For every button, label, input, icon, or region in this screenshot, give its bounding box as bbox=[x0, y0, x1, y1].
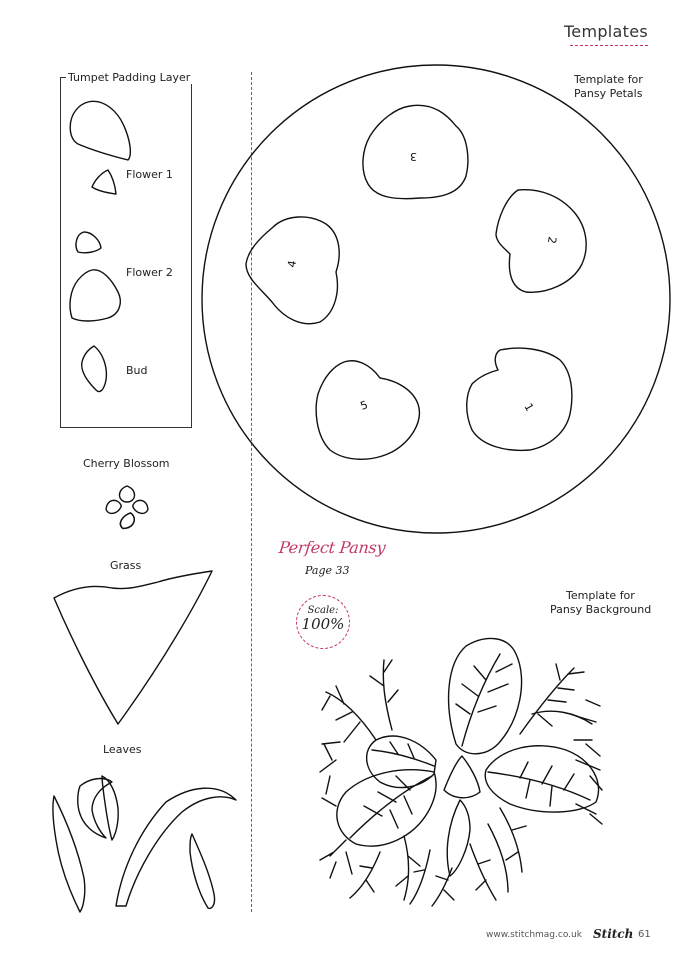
petals-template-circle bbox=[202, 65, 670, 533]
footer-page-number: 61 bbox=[638, 929, 651, 940]
pansy-background-art bbox=[320, 638, 602, 906]
petal-shape-2 bbox=[496, 190, 586, 293]
petal-number-5: 5 bbox=[358, 398, 370, 413]
leaf-shape-3 bbox=[102, 776, 118, 840]
flower1-shape bbox=[92, 170, 116, 194]
background-template-label-line2: Pansy Background bbox=[550, 603, 652, 616]
trumpet-padding-large-shape bbox=[70, 101, 130, 160]
background-template-label-line1: Template for bbox=[566, 589, 635, 602]
cherry-blossom-shape bbox=[106, 486, 148, 528]
cherry-blossom-label: Cherry Blossom bbox=[83, 457, 170, 470]
scale-value: 100% bbox=[301, 615, 345, 633]
petal-number-3: 3 bbox=[410, 150, 417, 163]
bud-shape bbox=[82, 346, 107, 392]
leaf-shape-2 bbox=[78, 779, 112, 838]
grass-label: Grass bbox=[110, 559, 142, 572]
leaves-label: Leaves bbox=[103, 743, 142, 756]
trumpet-padding-title: Tumpet Padding Layer bbox=[68, 71, 191, 84]
grass-shape bbox=[54, 571, 212, 724]
flower2-label: Flower 2 bbox=[126, 266, 173, 279]
flower2-large-shape bbox=[70, 270, 120, 321]
petals-template-label-line2: Pansy Petals bbox=[574, 87, 643, 100]
flower2-small-shape bbox=[76, 232, 101, 253]
petal-shape-4 bbox=[246, 217, 339, 324]
flower1-label: Flower 1 bbox=[126, 168, 173, 181]
footer-url[interactable]: www.stitchmag.co.uk bbox=[486, 930, 582, 940]
footer-brand-logo: Stitch bbox=[593, 927, 634, 941]
bud-label: Bud bbox=[126, 364, 148, 377]
page-title: Templates bbox=[563, 22, 648, 41]
leaf-shape-5 bbox=[190, 834, 215, 908]
petal-number-2: 2 bbox=[544, 235, 559, 245]
petal-shape-1 bbox=[467, 348, 572, 450]
petals-template-label-line1: Template for bbox=[574, 73, 643, 86]
petal-number-4: 4 bbox=[285, 259, 300, 269]
scale-label: Scale: bbox=[307, 605, 339, 616]
petal-number-1: 1 bbox=[521, 401, 537, 414]
perfect-pansy-page: Page 33 bbox=[305, 564, 350, 577]
perfect-pansy-title: Perfect Pansy bbox=[278, 538, 387, 557]
leaf-shape-4 bbox=[116, 788, 236, 906]
